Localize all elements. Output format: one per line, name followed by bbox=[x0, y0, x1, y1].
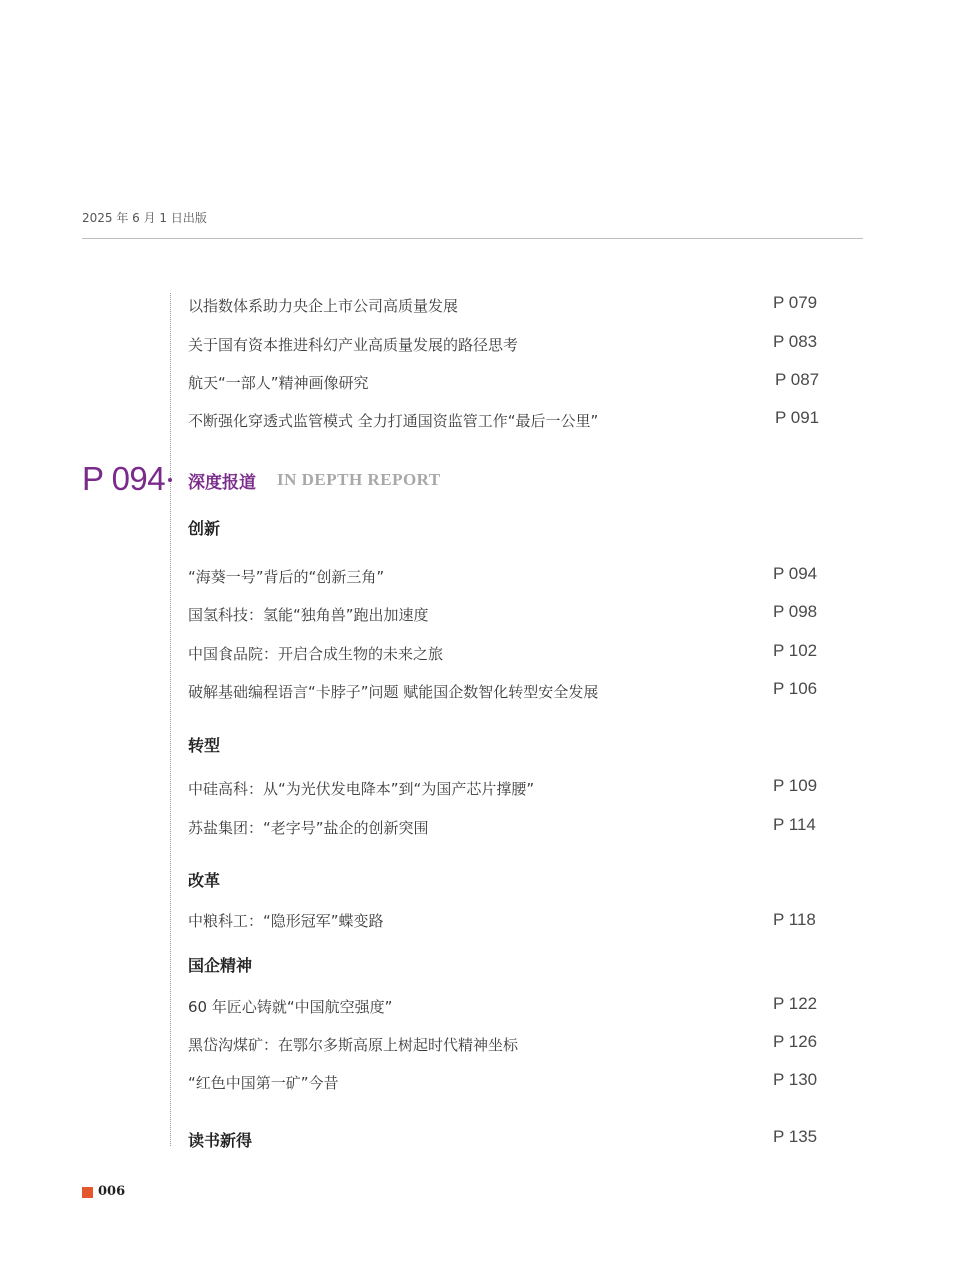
toc-item-title: 不断强化穿透式监管模式 全力打通国资监管工作“最后一公里” bbox=[188, 412, 599, 430]
toc-item[interactable] bbox=[188, 643, 828, 667]
toc-item-page: P 114 bbox=[773, 815, 816, 834]
toc-item-title: 国氢科技：氢能“独角兽”跑出加速度 bbox=[188, 606, 429, 624]
toc-item-page: P 091 bbox=[775, 408, 820, 427]
toc-item[interactable] bbox=[188, 410, 828, 434]
reading-page: P 135 bbox=[773, 1127, 818, 1146]
toc-item-page: P 083 bbox=[773, 332, 818, 351]
toc-item-title: 60 年匠心铸就“中国航空强度” bbox=[188, 998, 393, 1016]
toc-item-title: 中国食品院：开启合成生物的未来之旅 bbox=[188, 645, 444, 663]
toc-item[interactable] bbox=[188, 295, 828, 319]
toc-item-page: P 118 bbox=[773, 910, 816, 929]
toc-item-page: P 102 bbox=[773, 641, 818, 660]
toc-item-title: 航天“一部人”精神画像研究 bbox=[188, 374, 369, 392]
group-heading-reading[interactable]: 读书新得 bbox=[188, 1131, 253, 1150]
toc-item[interactable] bbox=[188, 1072, 828, 1096]
section-page-number: P 094 bbox=[82, 460, 166, 497]
toc-item-title: 关于国有资本推进科幻产业高质量发展的路径思考 bbox=[188, 336, 519, 354]
toc-item-title: “红色中国第一矿”今昔 bbox=[188, 1074, 339, 1092]
toc-item-page: P 094 bbox=[773, 564, 818, 583]
section-dot-marker bbox=[168, 478, 172, 482]
toc-item-page: P 098 bbox=[773, 602, 818, 621]
toc-item-title: 苏盐集团：“老字号”盐企的创新突围 bbox=[188, 819, 429, 837]
group-heading-innovation: 创新 bbox=[188, 519, 221, 538]
toc-item-title: 黑岱沟煤矿：在鄂尔多斯高原上树起时代精神坐标 bbox=[188, 1036, 519, 1054]
toc-item-page: P 079 bbox=[773, 293, 818, 312]
header-rule bbox=[82, 238, 863, 239]
toc-item-page: P 106 bbox=[773, 679, 818, 698]
toc-item-page: P 122 bbox=[773, 994, 818, 1013]
toc-item[interactable] bbox=[188, 604, 828, 628]
toc-item-title: 中粮科工：“隐形冠军”蝶变路 bbox=[188, 912, 384, 930]
toc-item-title: 以指数体系助力央企上市公司高质量发展 bbox=[188, 297, 459, 315]
toc-item[interactable] bbox=[188, 681, 828, 705]
toc-item[interactable] bbox=[188, 778, 828, 802]
toc-item-title: 破解基础编程语言“卡脖子”问题 赋能国企数智化转型安全发展 bbox=[188, 683, 599, 701]
toc-item-page: P 126 bbox=[773, 1032, 818, 1051]
toc-item-page: P 109 bbox=[773, 776, 818, 795]
toc-item[interactable] bbox=[188, 910, 828, 934]
toc-item-title: “海葵一号”背后的“创新三角” bbox=[188, 568, 385, 586]
group-heading-reform: 改革 bbox=[188, 871, 221, 890]
group-heading-spirit: 国企精神 bbox=[188, 956, 253, 975]
toc-item[interactable] bbox=[188, 334, 828, 358]
section-title-en: IN DEPTH REPORT bbox=[277, 470, 441, 489]
toc-item[interactable] bbox=[188, 996, 828, 1020]
toc-item-page: P 130 bbox=[773, 1070, 818, 1089]
toc-item-page: P 087 bbox=[775, 370, 820, 389]
toc-item[interactable] bbox=[188, 817, 828, 841]
toc-item[interactable] bbox=[188, 372, 828, 396]
section-title-cn: 深度报道 bbox=[188, 473, 256, 493]
group-heading-transformation: 转型 bbox=[188, 736, 221, 755]
footer-page-number: 006 bbox=[98, 1184, 126, 1199]
toc-dotted-line bbox=[170, 293, 171, 1146]
publication-date: 2025 年 6 月 1 日出版 bbox=[82, 211, 207, 225]
toc-item[interactable] bbox=[188, 1034, 828, 1058]
footer-marker bbox=[82, 1187, 93, 1198]
toc-item[interactable] bbox=[188, 566, 828, 590]
toc-item-title: 中硅高科：从“为光伏发电降本”到“为国产芯片撑腰” bbox=[188, 780, 535, 798]
